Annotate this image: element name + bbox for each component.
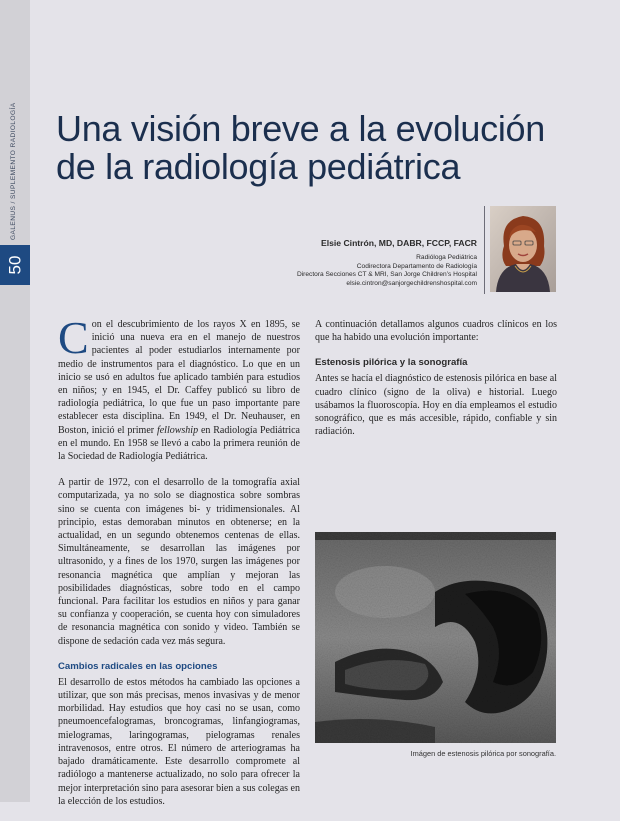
- paragraph-1972: A partir de 1972, con el desarrollo de la tomografía axial computarizada, ya no solo se diagnostica sobre sombras sino se cuenta con imágenes bi- y tridimensionales. Al principio, estas demoraban minutos en obtenerse; en la actualidad, en un segundo obtenemos centenas de ellas. Simultáneamente, se desarrollan las imágenes por ultrasonido, y a fines de los 1970, surgen las imágenes por resonancia magnética que amplían y mejoran las posibilidades diagnósticas, sobre todo en el campo funcional. Para facilitar los estudios en niños y para ganar su confianza y cooperación, se cuenta hoy con simuladores de resonancia magnética con sonido y video. También se dispone de sedación cada vez más segura.: [58, 477, 300, 647]
- column-left: [58, 312, 300, 821]
- author-portrait-image: [490, 206, 556, 292]
- heading-cambios: Cambios radicales en las opciones: [58, 660, 218, 672]
- title-line-2: de la radiología pediátrica: [56, 146, 461, 187]
- heading-estenosis: Estenosis pilórica y la sonografía: [315, 357, 468, 369]
- ultrasound-image: [315, 532, 556, 743]
- author-role: Radióloga Pediátrica: [416, 254, 477, 261]
- page-number-badge: [0, 245, 30, 285]
- paragraph-intro: [58, 312, 300, 463]
- intro-text: on el descubrimiento de los rayos X en 1895, se inició una nueva era en el manejo de nuestros pacientes al poder estudiarlos internamente por medio de instrumentos para el diagnóstico. Lo que en un inicio se usó en adultos fue aplicado también para estudios en niños; y en 1945, el Dr. Caffey publicó su libro de radiología pediátrica, lo que fue un paso importante pare establecer esta disciplina. En 1949, el Dr. Neuhauser, en Boston, inició el primer: [58, 319, 300, 436]
- intro-text-end: en Radiología Pediátrica en el mundo. En 1958 se llevó a cabo la primera reunión de la Sociedad de Radiología Pediátrica.: [58, 424, 300, 463]
- author-affiliation: Directora Secciones CT & MRI, San Jorge Children’s Hospital: [296, 271, 477, 279]
- paragraph-estenosis: Antes se hacía el diagnóstico de estenosis pilórica en base al cuadro clínico (signo de la oliva) e historial. Luego usábamos la fluoroscopía. Hoy en día empleamos el estudio sonográfico, que es más accesible, rápido, confiable y sin radiación.: [315, 373, 557, 438]
- paragraph-continuacion: A continuación detallamos algunos cuadros clínicos en los que ha habido una evolución importante:: [315, 319, 557, 344]
- title-line-1: Una visión breve a la evolución: [56, 108, 545, 149]
- author-divider: [484, 206, 485, 294]
- article-title: [56, 110, 576, 186]
- author-block: [230, 238, 477, 288]
- section-label: GALENUS / SUPLEMENTO RADIOLOGÍA: [10, 102, 17, 240]
- intro-italic-term: fellowship: [156, 424, 199, 436]
- page-number: 50: [4, 255, 24, 275]
- author-email[interactable]: elsie.cintron@sanjorgechildrenshospital.com: [346, 279, 477, 287]
- figure-caption: Imágen de estenosis pilórica por sonografía.: [410, 749, 556, 758]
- drop-cap: C: [58, 312, 89, 363]
- column-right: [315, 318, 557, 451]
- ultrasound-figure: [315, 532, 556, 743]
- paragraph-cambios: El desarrollo de estos métodos ha cambiado las opciones a utilizar, que son más precisas, menos invasivas y de menor morbilidad. Hay estudios que hoy casi no se usan, como pneumoencefalogramas, broncogramas, linfangiogramas, mielogramas, laringogramas, pielogramas renales intravenosos, entre otros. El número de arteriogramas ha bajado dramáticamente. Este desarrollo compromete al radiólogo a mantenerse actualizado, no solo para ofrecer la mejor interpretación sino para asesorar bien a sus colegas en la elección de los estudios.: [58, 676, 300, 807]
- author-name: Elsie Cintrón, MD, DABR, FCCP, FACR: [321, 238, 477, 248]
- author-position: Codirectora Departamento de Radiología: [356, 262, 477, 270]
- author-photo: [490, 206, 556, 292]
